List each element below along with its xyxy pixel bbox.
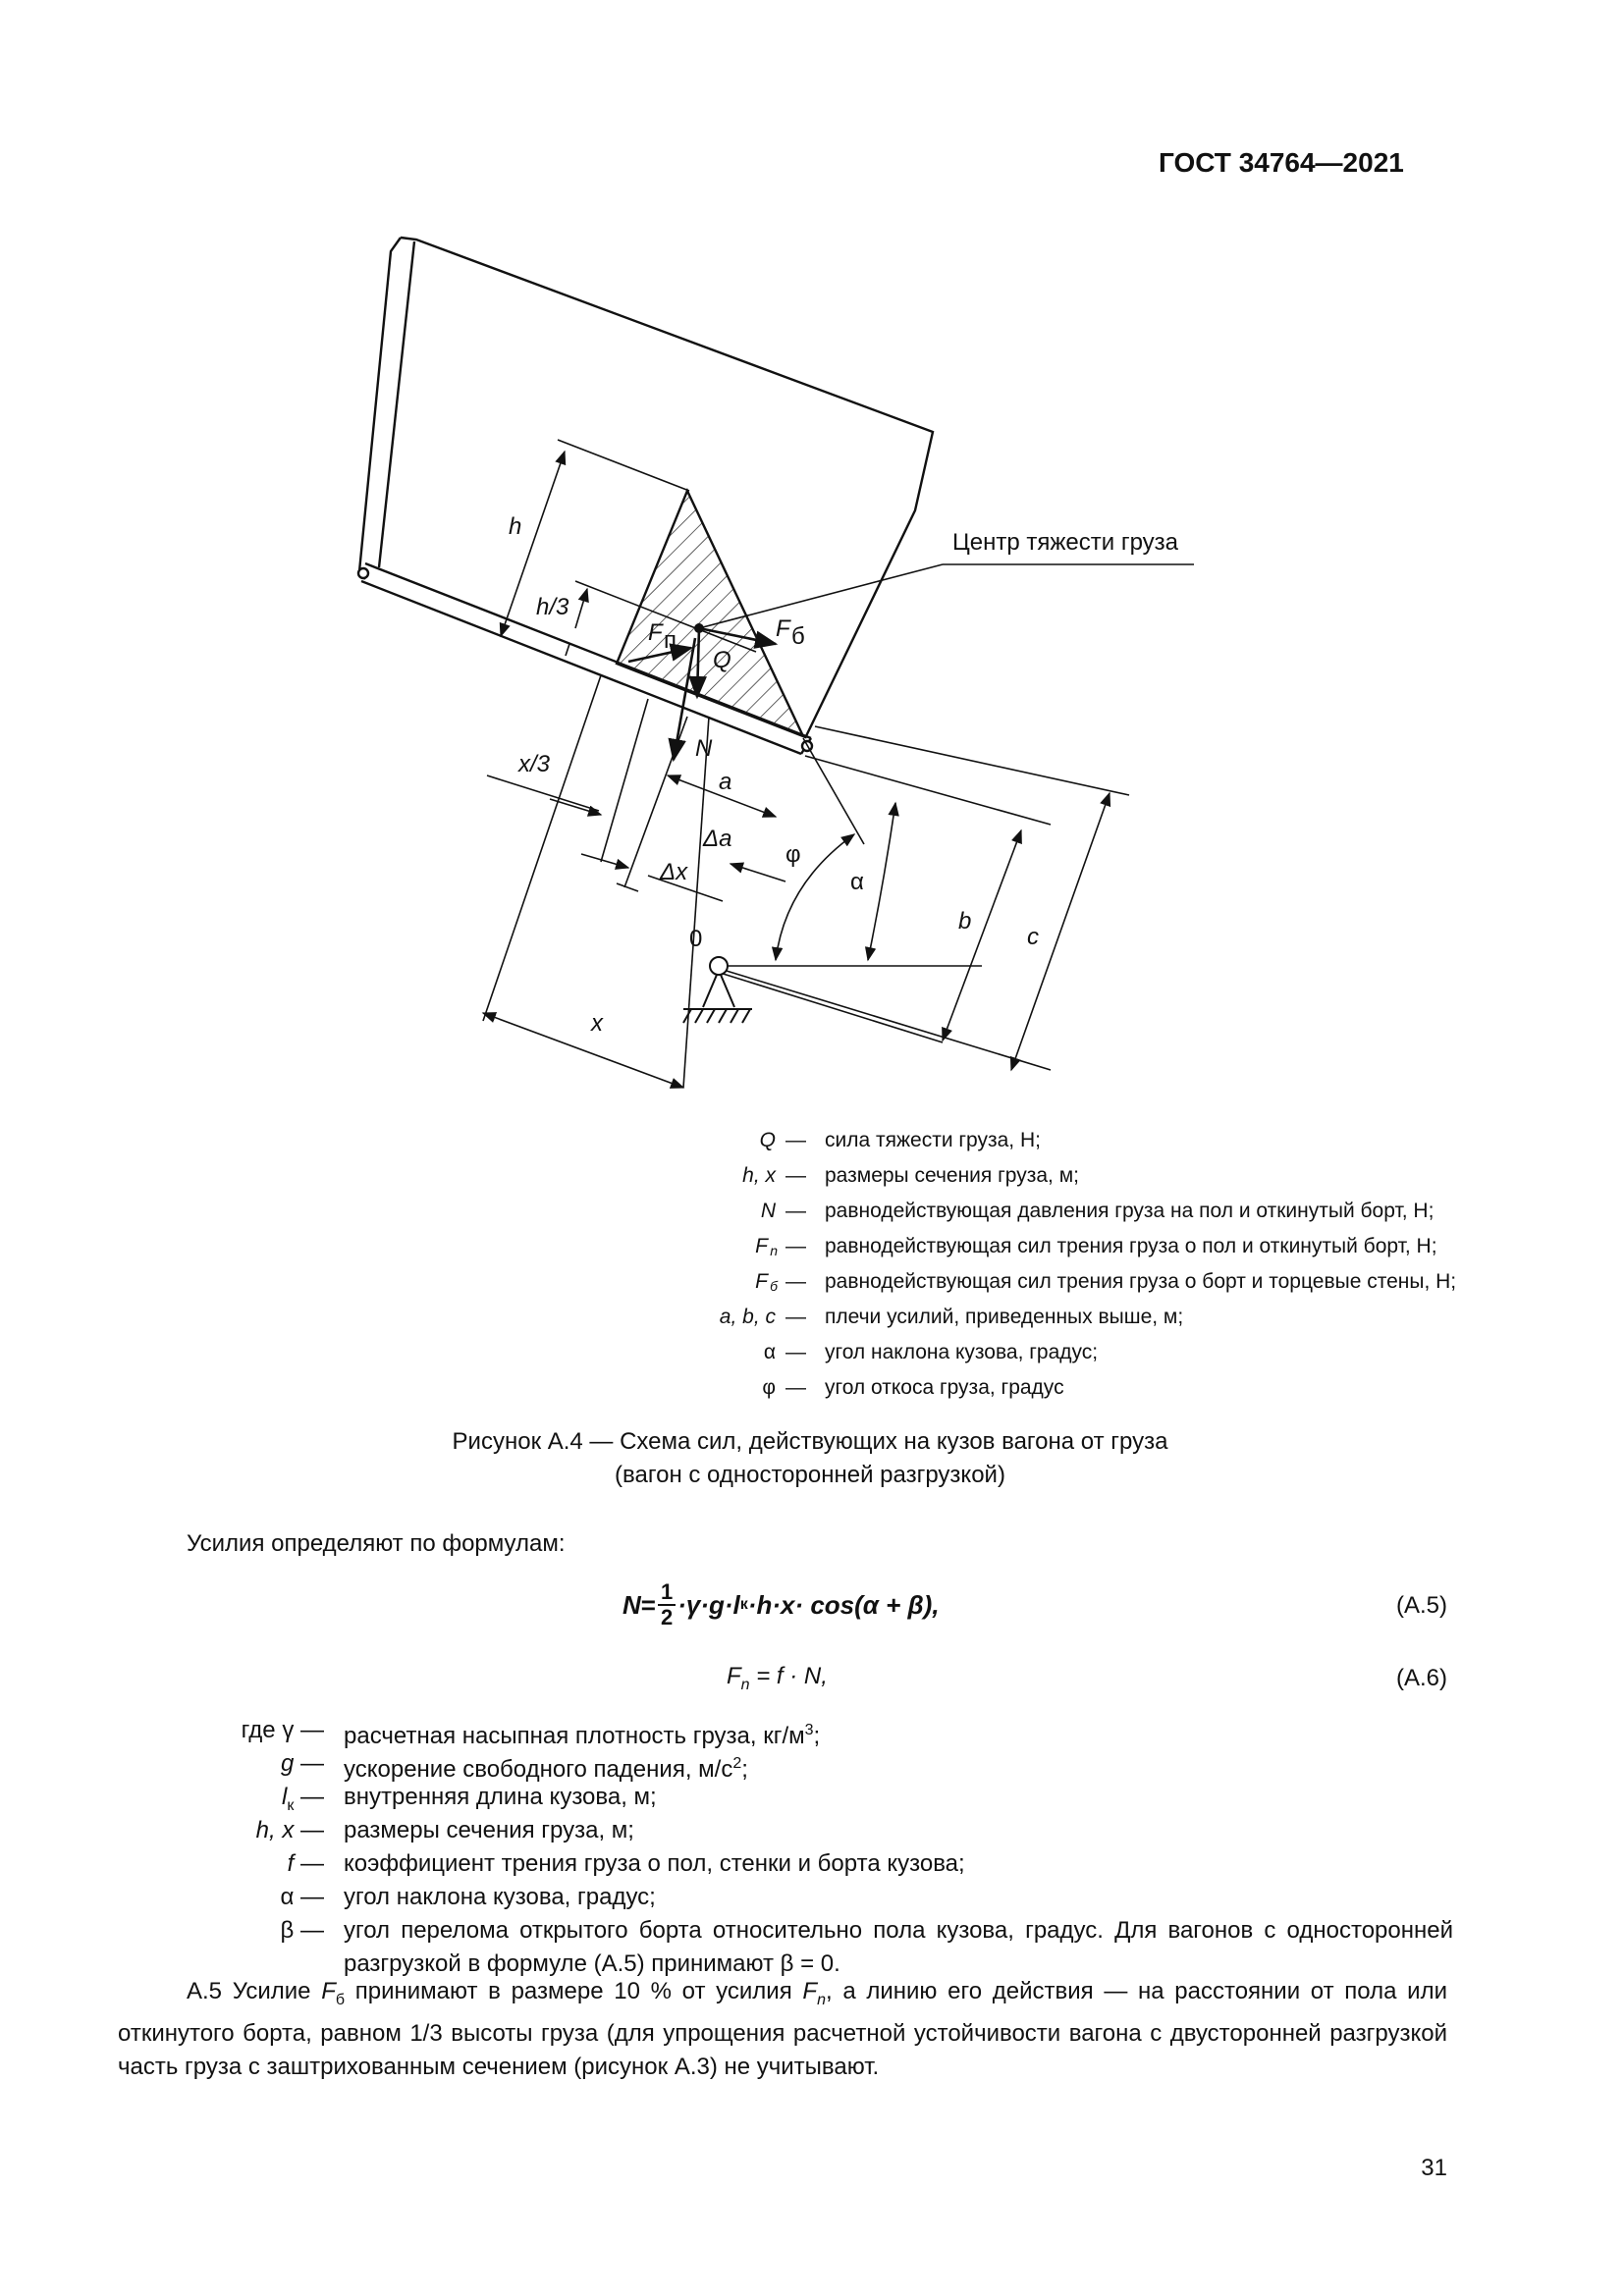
force-diagram bbox=[0, 0, 1624, 1109]
legend-item bbox=[324, 1164, 1306, 1200]
where-symbol: β — bbox=[280, 1917, 324, 1944]
legend-item bbox=[324, 1235, 1437, 1270]
label-h3: h/3 bbox=[536, 594, 569, 620]
where-symbol: f — bbox=[287, 1850, 324, 1877]
label-fp-sub: п bbox=[664, 627, 677, 654]
where-symbol: h, x — bbox=[255, 1817, 324, 1843]
where-symbol-subscript: к bbox=[287, 1796, 295, 1814]
intro-text: Усилия определяют по формулам: bbox=[187, 1530, 566, 1557]
figure-legend bbox=[324, 1129, 1457, 1412]
legend-text: плечи усилий, приведенных выше, м; bbox=[825, 1306, 1184, 1328]
label-delta-x: Δx bbox=[660, 859, 688, 885]
where-superscript: 3 bbox=[804, 1722, 814, 1738]
formula-a5: N = $\frac{1}{2}$ ·γ·g·l к ·h·x· cos(α + β), bbox=[623, 1579, 940, 1629]
legend-symbol: F bbox=[755, 1235, 768, 1257]
where-text: расчетная насыпная плотность груза, $кг/м^3$; bbox=[344, 1722, 821, 1749]
legend-symbol: Q bbox=[759, 1129, 776, 1151]
label-n: N bbox=[695, 735, 713, 762]
legend-text: угол наклона кузова, градус; bbox=[825, 1341, 1099, 1363]
legend-item bbox=[324, 1129, 1306, 1164]
legend-text: угол откоса груза, градус bbox=[825, 1376, 1064, 1399]
label-alpha: α bbox=[850, 869, 864, 895]
label-center-of-gravity: Центр тяжести груза bbox=[952, 529, 1179, 556]
legend-text: равнодействующая сил трения груза о борт и торцевые стены, Н; bbox=[825, 1270, 1457, 1293]
label-x3: x/3 bbox=[518, 751, 551, 777]
legend-symbol: α bbox=[763, 1341, 776, 1363]
where-text: угол наклона кузова, градус; bbox=[344, 1884, 656, 1910]
where-symbol: α — bbox=[280, 1884, 324, 1910]
where-symbol: g — bbox=[280, 1750, 324, 1777]
pivot-support bbox=[683, 957, 752, 1023]
legend-item bbox=[324, 1376, 1306, 1412]
where-item bbox=[118, 1714, 1453, 1747]
where-text: внутренняя длина кузова, м; bbox=[344, 1784, 657, 1810]
legend-item bbox=[324, 1270, 1457, 1306]
legend-text: размеры сечения груза, м; bbox=[825, 1164, 1079, 1187]
label-x: x bbox=[591, 1010, 603, 1037]
label-fb-sub: б bbox=[791, 623, 805, 650]
where-item bbox=[118, 1881, 1453, 1914]
figure-caption bbox=[295, 1425, 1326, 1492]
legend-dash: — bbox=[785, 1306, 806, 1328]
where-list bbox=[118, 1714, 1453, 1981]
where-item bbox=[118, 1847, 1453, 1881]
caption-line-2: (вагон с односторонней разгрузкой) bbox=[615, 1462, 1005, 1488]
label-zero: 0 bbox=[689, 926, 703, 952]
legend-symbol: a, b, c bbox=[719, 1306, 776, 1328]
legend-dash: — bbox=[785, 1129, 806, 1151]
legend-dash: — bbox=[785, 1164, 806, 1187]
legend-item bbox=[324, 1306, 1306, 1341]
where-superscript: 2 bbox=[732, 1755, 742, 1772]
legend-symbol: φ bbox=[762, 1376, 776, 1399]
legend-dash: — bbox=[785, 1235, 806, 1257]
legend-symbol-subscript: n bbox=[770, 1243, 778, 1258]
formula-a6: $F_n = f \cdot N$, bbox=[727, 1663, 828, 1693]
legend-item bbox=[324, 1341, 1306, 1376]
where-text: ускорение свободного падения, $м/с^2$; bbox=[344, 1755, 748, 1783]
legend-dash: — bbox=[785, 1270, 806, 1293]
paragraph-a5: А.5 Усилие $F_б$ принимают в размере 10 % от усилия $F_n$, а линию его действия — на расстоянии от пола или откинутого борта, равном 1/3 высоты груза (для упрощения расчетной устойчивости вагона с двусторонней разгрузкой часть груза с заштрихованным сечением (рисунок А.3) не учитывают. bbox=[118, 1978, 1447, 2080]
page-number: 31 bbox=[1421, 2155, 1447, 2181]
cargo-section bbox=[617, 491, 803, 736]
legend-symbol-subscript: б bbox=[770, 1278, 778, 1294]
legend-symbol: F bbox=[755, 1270, 768, 1293]
where-text: коэффициент трения груза о пол, стенки и борта кузова; bbox=[344, 1850, 965, 1877]
label-c: c bbox=[1027, 924, 1039, 950]
center-of-gravity-point bbox=[694, 623, 704, 633]
legend-symbol: h, x bbox=[742, 1164, 776, 1187]
legend-dash: — bbox=[785, 1376, 806, 1399]
label-delta-a: Δa bbox=[703, 826, 732, 852]
label-a: a bbox=[719, 769, 732, 795]
label-fp: F bbox=[648, 619, 663, 646]
where-symbol: где γ — bbox=[241, 1717, 324, 1743]
legend-text: равнодействующая давления груза на пол и откинутый борт, Н; bbox=[825, 1200, 1435, 1222]
where-text: угол перелома открытого борта относительно пола кузова, градус. Для вагонов с односторонней разгрузкой в формуле (А.5) принимают β = 0. bbox=[344, 1917, 1453, 1977]
where-item bbox=[118, 1814, 1453, 1847]
svg-text:h/3 bbox=[536, 594, 569, 620]
equation-number-a5: (А.5) bbox=[1395, 1592, 1447, 1619]
legend-dash: — bbox=[785, 1341, 806, 1363]
where-item bbox=[118, 1781, 1453, 1814]
legend-dash: — bbox=[785, 1200, 806, 1222]
equation-number-a6: (А.6) bbox=[1395, 1665, 1447, 1691]
legend-item bbox=[324, 1200, 1435, 1235]
legend-text: сила тяжести груза, Н; bbox=[825, 1129, 1041, 1151]
label-h: h bbox=[509, 513, 522, 540]
label-fb: F bbox=[776, 615, 790, 642]
where-item bbox=[118, 1914, 1453, 1981]
where-item bbox=[118, 1747, 1453, 1781]
where-symbol: $l_к$ — bbox=[281, 1784, 324, 1814]
label-q: Q bbox=[713, 647, 731, 673]
car-body bbox=[358, 238, 933, 754]
legend-text: равнодействующая сил трения груза о пол и откинутый борт, Н; bbox=[825, 1235, 1437, 1257]
legend-symbol: N bbox=[760, 1200, 776, 1222]
label-phi: φ bbox=[785, 841, 801, 868]
document-code: ГОСТ 34764—2021 bbox=[1159, 147, 1404, 178]
label-b: b bbox=[958, 908, 972, 934]
where-text: размеры сечения груза, м; bbox=[344, 1817, 634, 1843]
caption-line-1: Рисунок А.4 — Схема сил, действующих на кузов вагона от груза bbox=[452, 1428, 1168, 1455]
